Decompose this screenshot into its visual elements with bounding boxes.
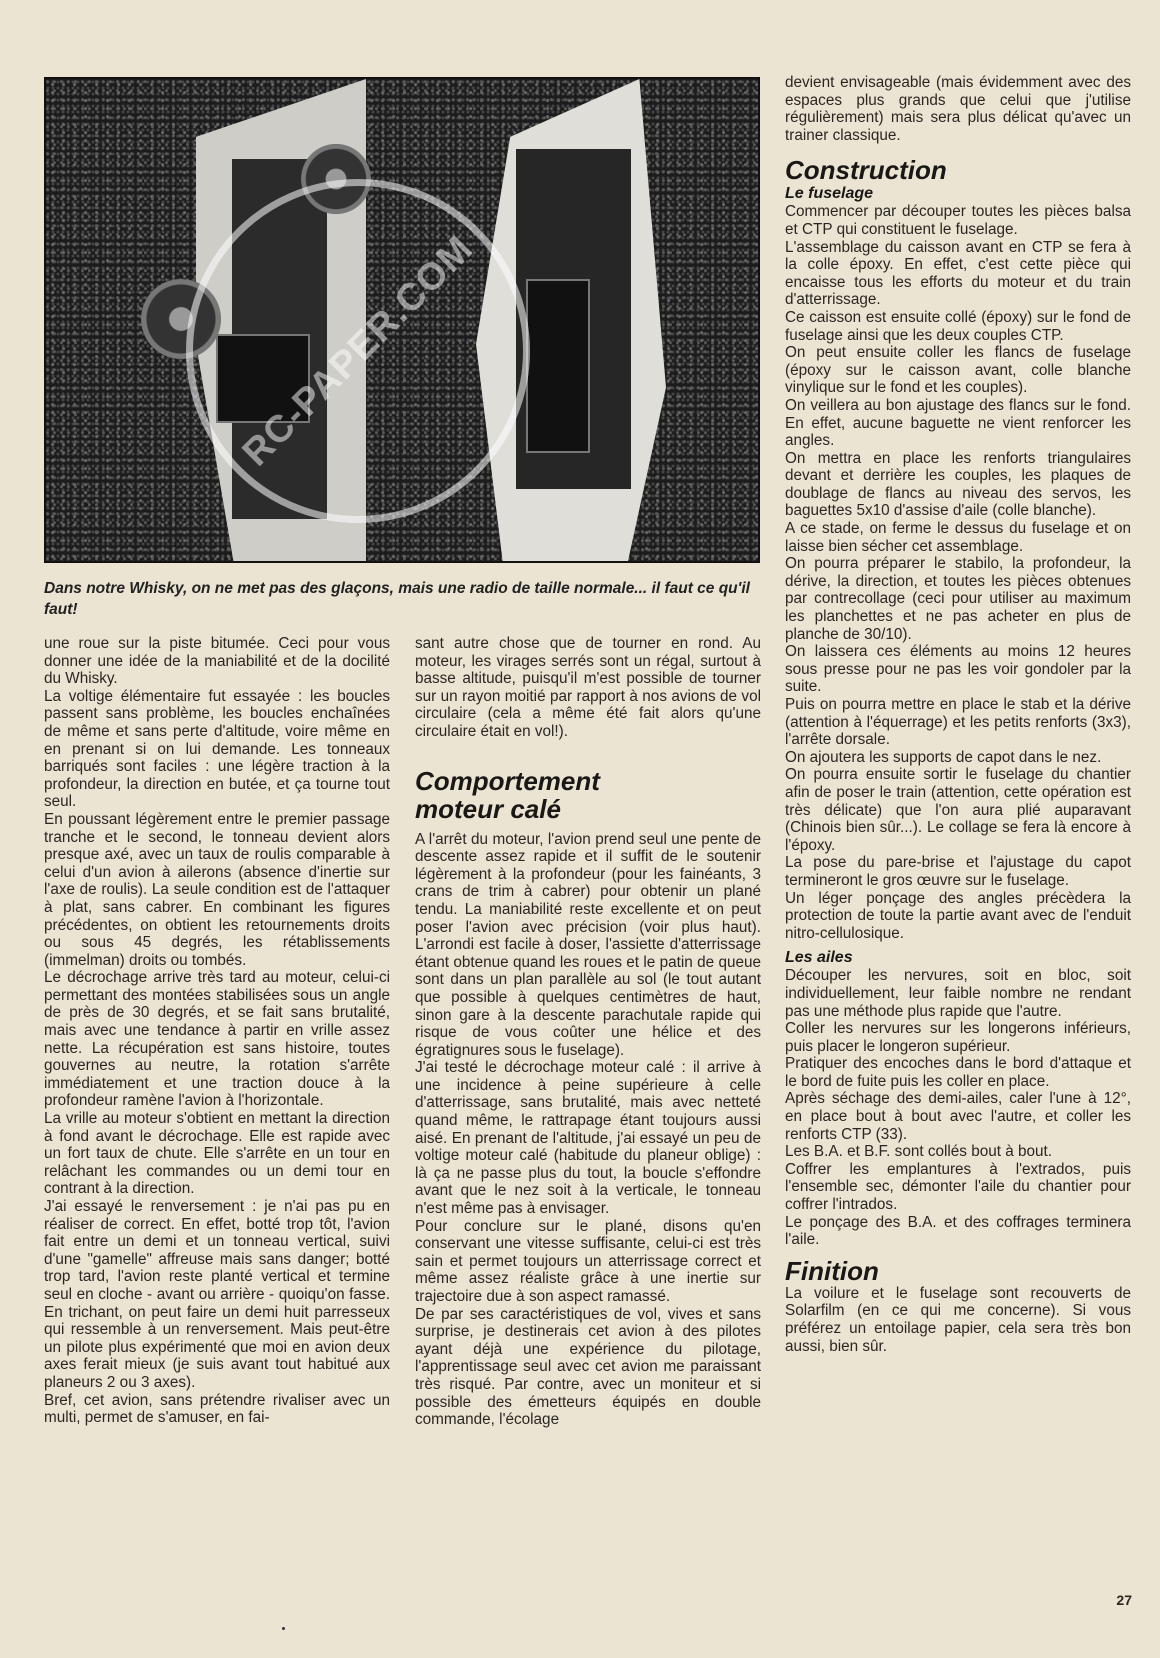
paragraph: Bref, cet avion, sans prétendre rivaliser avec un multi, permet de s'amuser, en fai- (44, 1391, 390, 1427)
paragraph: Coller les nervures sur les longerons inférieurs, puis placer le longeron supérieur. (785, 1020, 1131, 1055)
paragraph: On peut ensuite coller les flancs de fuselage (époxy sur le caisson avant, colle blanche vinylique sur le fond et les couples). (785, 344, 1131, 397)
watermark: RC-PAPER.COM (115, 108, 601, 563)
photo-caption: Dans notre Whisky, on ne met pas des glaçons, mais une radio de taille normale... il faut ce qu'il faut! (44, 580, 750, 618)
paragraph: Les B.A. et B.F. sont collés bout à bout. (785, 1143, 1053, 1161)
column-3 (785, 74, 1131, 1355)
paragraph: A l'arrêt du moteur, l'avion prend seul une pente de descente assez rapide et il suffit de le soutenir légèrement à la profondeur (pour les fainéants, 3 crans de trim à cabrer) pour obtenir un plané tendu. La maniabilité reste excellente et on peut poser l'avion avec précision (voir plus haut). L'arrondi est facile à doser, l'assiette d'atterrissage étant obtenue quand les roues et le patin de queue sont dans un plan parallèle au sol (le tout autant que possible à quelques centimètres de haut, sinon gare à la descente parachutale rapide qui risque de vous coûter une hélice et des égratignures sous le fuselage). (415, 830, 761, 1059)
subheading-ailes: Les ailes (785, 949, 853, 967)
paragraph: sant autre chose que de tourner en rond. Au moteur, les virages serrés sont un régal, surtout à basse altitude, puisqu'il m'est possible de tourner sur un rayon moitié par rapport à nos avions de vol circulaire (cela a même été fait alors qu'une circulaire était en vol!). (415, 635, 761, 740)
paragraph: Un léger ponçage des angles précèdera la protection de toute la partie avant avec de l'enduit nitro-cellulosique. (785, 889, 1131, 942)
paragraph: On pourra ensuite sortir le fuselage du chantier afin de poser le train (attention, cette opération est très délicate) que l'on aura plié auparavant (Chinois bien sûr...). Le collage se fera là encore à l'époxy. (785, 766, 1131, 854)
paragraph: devient envisageable (mais évidemment avec des espaces plus grands que celui que j'utilise régulièrement) mais sera plus délicat qu'avec un trainer classique. (785, 74, 1131, 144)
print-speck (282, 1627, 285, 1630)
paragraph: Commencer par découper toutes les pièces balsa et CTP qui constituent le fuselage. (785, 203, 1131, 238)
column-2 (415, 635, 761, 1429)
page-number: 27 (1116, 1592, 1132, 1608)
paragraph: La voltige élémentaire fut essayée : les boucles passent sans problème, les boucles enchaînées de même et sans perte d'altitude, voire même en en prenant si on lui demande. Les tonneaux barriqués sont faciles : une légère traction à la profondeur, la direction en butée, et ça tourne tout seul. (44, 687, 390, 811)
paragraph: La voilure et le fuselage sont recouverts de Solarfilm (en ce qui me concerne). Si vous préférez un entoilage papier, cela sera très bon aussi, bien sûr. (785, 1284, 1131, 1355)
paragraph: A ce stade, on ferme le dessus du fuselage et on laisse bien sécher cet assemblage. (785, 520, 1131, 555)
paragraph: Pour conclure sur le plané, disons qu'en conservant une vitesse suffisante, celui-ci est très sain et permet toujours un atterrissage correct et même assez réaliste grâce à une inertie sur trajectoire due à son aspect ramassé. (415, 1217, 761, 1305)
column-1 (44, 635, 390, 1427)
paragraph: On pourra préparer le stabilo, la profondeur, la dérive, la direction, et toutes les pièces obtenues par contrecollage (ceci pour utiliser au maximum les planchettes et ne pas acheter en plus de planche de 30/10). (785, 555, 1131, 643)
paragraph: De par ses caractéristiques de vol, vives et sans surprise, je destinerais cet avion à des pilotes ayant déjà une expérience du pilotage, l'apprentissage seul avec cet avion me paraissant très risqué. Par contre, avec un moniteur et si possible des émetteurs équipés en double commande, l'écolage (415, 1305, 761, 1429)
heading-construction: Construction (785, 155, 947, 186)
paragraph: Après séchage des demi-ailes, caler l'une à 12°, en place bout à bout avec l'autre, et coller les renforts CTP (33). (785, 1090, 1131, 1143)
heading-comportement-line1: Comportement (415, 765, 600, 796)
paragraph: Découper les nervures, soit en bloc, soit individuellement, leur faible nombre ne rendant pas une méthode plus rapide que l'autre. (785, 967, 1131, 1020)
heading-comportement-line2: moteur calé (415, 793, 561, 824)
paragraph: Coffrer les emplantures à l'extrados, puis l'ensemble sec, démonter l'aile du chantier pour coffrer l'intrados. (785, 1160, 1131, 1214)
paragraph: J'ai testé le décrochage moteur calé : il arrive à une incidence à peine supérieure à celle d'atterrissage, sans brutalité, mais avec netteté quand même, le rattrapage étant toujours aussi aisé. En prenant de l'altitude, j'ai essayé un peu de voltige moteur calé (habitude du planeur oblige) : là ça ne passe plus du tout, la boucle s'effondre avant que le nez soit à la verticale, le tonneau n'est même pas à envisager. (415, 1059, 761, 1218)
paragraph: L'assemblage du caisson avant en CTP se fera à la colle époxy. En effet, c'est cette pièce qui encaisse tous les efforts du moteur et du train d'atterrissage. (785, 238, 1131, 309)
paragraph: On laissera ces éléments au moins 12 heures sous presse pour ne pas les voir gondoler par la suite. (785, 643, 1131, 696)
paragraph: Pratiquer des encoches dans le bord d'attaque et le bord de fuite puis les coller en place. (785, 1055, 1131, 1090)
paragraph: On veillera au bon ajustage des flancs sur le fond. En effet, aucune baguette ne vient renforcer les angles. (785, 396, 1131, 450)
paragraph: On mettra en place les renforts triangulaires devant et derrière les couples, les plaques de doublage de flancs au niveau des servos, les baguettes 5x10 d'assise d'aile (colle blanche). (785, 449, 1131, 520)
paragraph: En poussant légèrement entre le premier passage tranche et le second, le tonneau devient alors presque axé, avec un taux de roulis comparable à celui d'un avion à ailerons (absence d'inertie sur l'axe de roulis). La seule condition est de l'attaquer à plat, sans cabrer. En combinant les figures précédentes, on obtient les retournements droits ou sous 45 degrés, les rétablissements (immelman) droits ou tombés. (44, 810, 390, 969)
receiver-right (526, 279, 590, 453)
paragraph: La pose du pare-brise et l'ajustage du capot termineront le gros œuvre sur le fuselage. (785, 854, 1131, 889)
photo-airplane-fuselages (44, 77, 760, 563)
heading-finition: Finition (785, 1255, 879, 1286)
subheading-fuselage: Le fuselage (785, 185, 874, 203)
paragraph: Le ponçage des B.A. et des coffrages terminera l'aile. (785, 1213, 1131, 1249)
paragraph: Le décrochage arrive très tard au moteur, celui-ci permettant des montées stabilisées sous un angle de près de 30 degrés, et se fait sans brutalité, mais avec une tendance à partir en vrille assez nette. La récupération est sans histoire, toutes gouvernes au neutre, la rotation s'arrête immédiatement et une traction douce à la profondeur ramène l'avion à l'horizontale. (44, 969, 390, 1110)
paragraph: Puis on pourra mettre en place le stab et la dérive (attention à l'équerrage) et les petits renforts (3x3), l'arrête dorsale. (785, 696, 1131, 749)
paragraph: Ce caisson est ensuite collé (époxy) sur le fond de fuselage ainsi que les deux couples CTP. (785, 308, 1131, 344)
paragraph: La vrille au moteur s'obtient en mettant la direction à fond avant le décrochage. Elle est rapide avec un fort taux de chute. Elle s'arrête en un tour en relâchant les commandes ou un demi tour en contrant à la direction. (44, 1110, 390, 1198)
paragraph: une roue sur la piste bitumée. Ceci pour vous donner une idée de la maniabilité et de la docilité du Whisky. (44, 635, 390, 688)
paragraph: J'ai essayé le renversement : je n'ai pas pu en réaliser de correct. En effet, botté trop tôt, l'avion fait entre un demi et un tonneau vertical, suivi d'une "gamelle" affreuse mais sans danger; botté trop tard, l'avion reste planté vertical et termine seul en cloche - avant ou arrière - quoiqu'on fasse. En trichant, on peut faire un demi huit parresseux qui ressemble à un renversement. Mais peut-être un pilote plus expérimenté que moi en avion deux axes ferait mieux (je suis avant tout habitué aux planeurs 2 ou 3 axes). (44, 1198, 390, 1391)
paragraph: On ajoutera les supports de capot dans le nez. (785, 748, 1102, 766)
